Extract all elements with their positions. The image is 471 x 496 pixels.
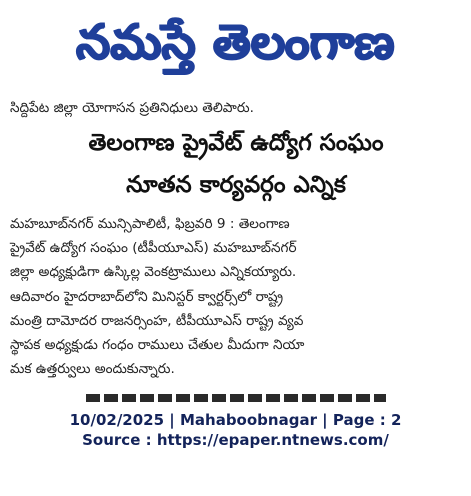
footer-source-line: Source : https://epaper.ntnews.com/ [82,431,389,449]
article-body-line: స్థాపక అధ్యక్షుడు గంధం రాములు చేతుల మీదుగా నియా [10,337,305,354]
source-footer [0,402,471,496]
newspaper-masthead [0,0,471,84]
headline-line-1: తెలంగాణ ప్రైవేట్ ఉద్యోగ సంఘం [88,130,384,156]
masthead-title: నమస్తే తెలంగాణ [76,14,395,70]
article-body-line: జిల్లా అధ్యక్షుడిగా ఉస్కిల్ల వెంకట్రాములు ఎన్నికయ్యారు. [10,264,297,281]
headline-line-2: నూతన కార్యవర్గం ఎన్నిక [126,172,346,198]
article-body-line: ప్రైవేట్ ఉద్యోగ సంఘం (టీపీయూఎస్) మహబూబ్‌నగర్ [10,240,297,257]
footer-date-line: 10/02/2025 | Mahaboobnagar | Page : 2 [69,411,402,429]
article-body-line: ఆదివారం హైదరాబాద్‌లోని మినిస్టర్ క్వార్టర్స్‌లో రాష్ట్ర [10,288,284,305]
article-body-line: మహబూబ్‌నగర్ మున్సిపాలిటీ, ఫిబ్రవరి 9 : తెలంగాణ [10,216,290,232]
article-body-line: మంత్రి దామోదర రాజనర్సింహ, టీపీయూఎస్ రాష్ట్ర వ్యవ [10,312,304,329]
truncated-next-headline [86,394,386,402]
article-body [10,212,464,381]
intro-line: సిద్దిపేట జిల్లా యోగాసన ప్రతినిధులు తెలిపారు. [10,100,254,116]
article-body-line: మక ఉత్తర్వులు అందుకున్నారు. [10,361,175,378]
newspaper-clipping [6,90,466,402]
